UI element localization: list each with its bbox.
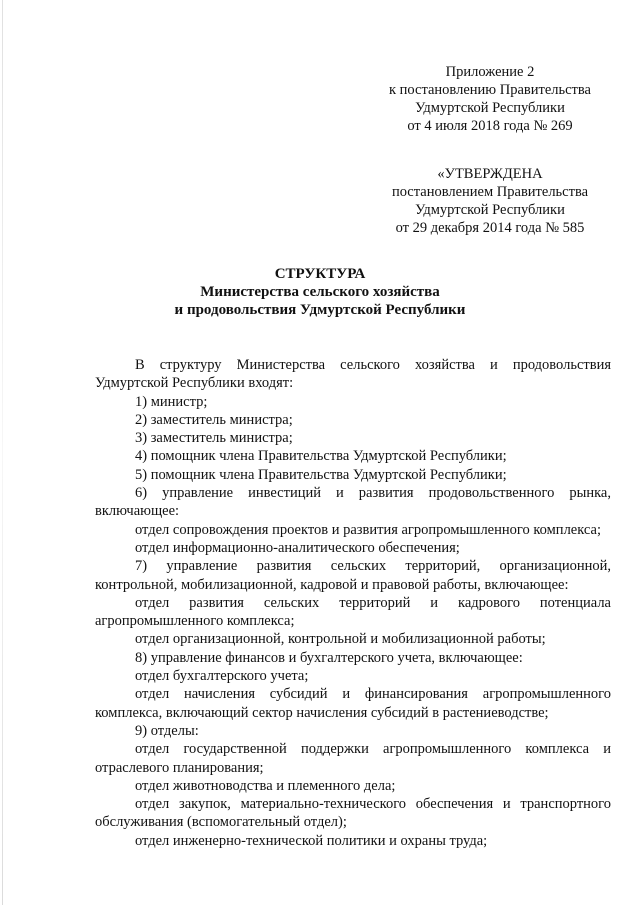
- body-paragraph: отдел государственной поддержки агропромышленного комплекса и отраслевого планирования;: [95, 741, 611, 776]
- body-paragraph: 1) министр;: [135, 393, 208, 410]
- body-paragraph: отдел организационной, контрольной и мобилизационной работы;: [135, 631, 546, 648]
- body-paragraph: отдел информационно-аналитического обеспечения;: [135, 539, 460, 556]
- body-paragraph: 2) заместитель министра;: [135, 411, 293, 428]
- body-paragraph: В структуру Министерства сельского хозяйства и продовольствия Удмуртской Республики входят:: [95, 357, 611, 392]
- body-paragraph: 6) управление инвестиций и развития продовольственного рынка, включающее:: [95, 485, 611, 520]
- body-paragraph: 5) помощник члена Правительства Удмуртской Республики;: [135, 466, 507, 483]
- title-line: Министерства сельского хозяйства: [200, 284, 440, 300]
- body-paragraph: отдел развития сельских территорий и кадрового потенциала агропромышленного комплекса;: [95, 594, 611, 630]
- approval-line: от 29 декабря 2014 года № 585: [395, 220, 585, 236]
- approval-line: постановлением Правительства: [391, 184, 589, 200]
- body-paragraph: отдел инженерно-технической политики и охраны труда;: [135, 832, 488, 849]
- body-paragraph: 4) помощник члена Правительства Удмуртской Республики;: [135, 448, 507, 465]
- appendix-header: [360, 63, 620, 135]
- body-paragraph: 3) заместитель министра;: [135, 430, 293, 447]
- body-paragraph: 7) управление развития сельских территорий, организационной, контрольной, мобилизационной, кадровой и правовой работы, включающее:: [95, 558, 611, 593]
- body-paragraph: отдел животноводства и племенного дела;: [135, 777, 396, 794]
- appendix-line: Приложение 2: [445, 64, 535, 80]
- body-paragraph: отдел сопровождения проектов и развития агропромышленного комплекса;: [135, 521, 601, 538]
- body-paragraph: отдел бухгалтерского учета;: [135, 668, 309, 685]
- body-paragraph: 9) отделы:: [135, 722, 199, 739]
- appendix-line: Удмуртской Республики: [415, 100, 565, 116]
- body-paragraph: отдел закупок, материально-технического обеспечения и транспортного обслуживания (вспомогательный отдел);: [95, 796, 611, 831]
- title-heading: СТРУКТУРА: [274, 266, 366, 282]
- body-paragraph: 8) управление финансов и бухгалтерского учета, включающее:: [135, 649, 523, 666]
- approval-line: «УТВЕРЖДЕНА: [437, 166, 543, 182]
- title-line: и продовольствия Удмуртской Республики: [174, 302, 466, 318]
- document-body: [95, 356, 611, 850]
- body-paragraph: отдел начисления субсидий и финансирования агропромышленного комплекса, включающий сектор начисления субсидий в растениеводстве;: [95, 686, 611, 721]
- approval-header: [360, 165, 620, 237]
- scan-edge-line: [2, 0, 3, 905]
- appendix-line: к постановлению Правительства: [389, 82, 591, 98]
- document-title: [0, 265, 640, 319]
- appendix-line: от 4 июля 2018 года № 269: [407, 118, 573, 134]
- approval-line: Удмуртской Республики: [415, 202, 565, 218]
